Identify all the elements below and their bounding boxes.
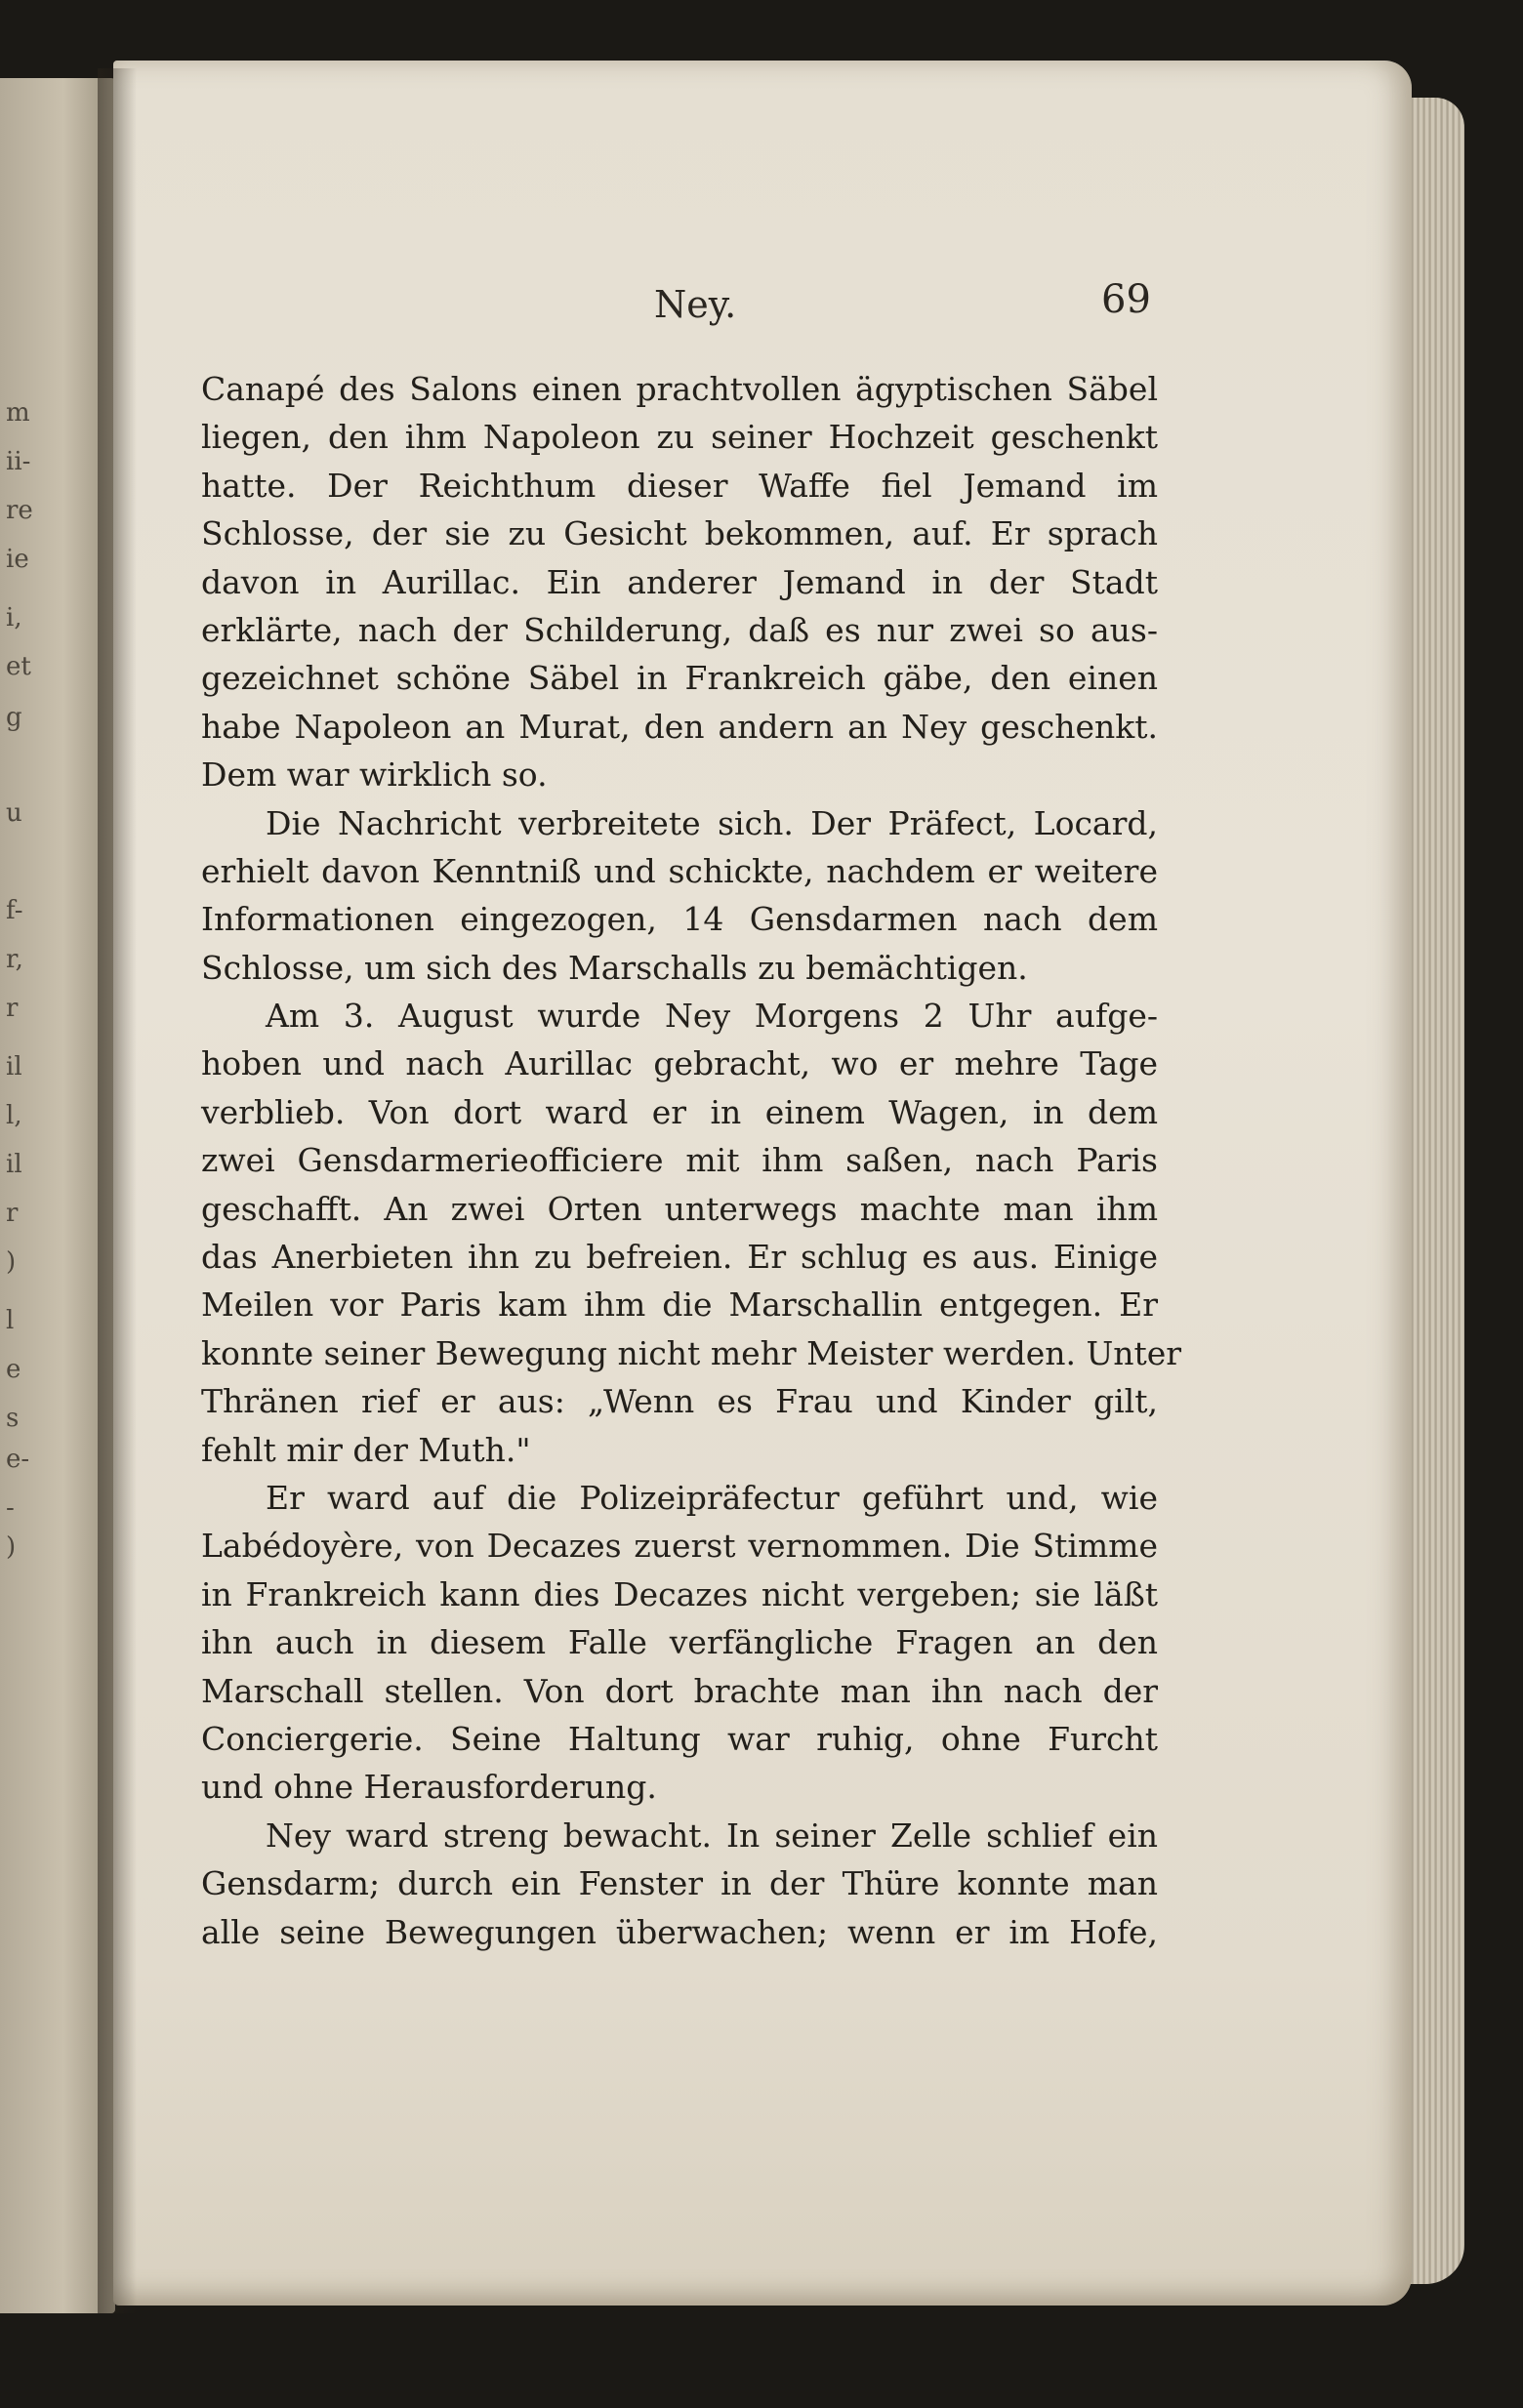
text-line: das Anerbieten ihn zu befreien. Er schlug es aus. Einige [201, 1238, 1158, 1277]
facing-page-fragment: re [6, 496, 33, 525]
facing-page-fragment: r [6, 994, 19, 1023]
facing-page-fragment: e- [6, 1445, 30, 1474]
text-line: Informationen eingezogen, 14 Gensdarmen nach dem [201, 900, 1158, 939]
facing-page-fragment: g [6, 703, 22, 732]
facing-page-fragment: il [6, 1150, 22, 1179]
text-line: hoben und nach Aurillac gebracht, wo er mehre Tage [201, 1044, 1158, 1083]
facing-page-fragment: r [6, 1199, 19, 1228]
text-line: erklärte, nach der Schilderung, daß es nur zwei so aus- [201, 610, 1158, 649]
text-line: Meilen vor Paris kam ihm die Marschallin entgegen. Er [201, 1286, 1158, 1325]
text-line: geschafft. An zwei Orten unterwegs machte man ihm [201, 1189, 1158, 1228]
text-line: Die Nachricht verbreitete sich. Der Präfect, Locard, [266, 803, 1158, 842]
text-line: Er ward auf die Polizeipräfectur geführt und, wie [266, 1478, 1158, 1517]
text-line: verblieb. Von dort ward er in einem Wagen, in dem [201, 1092, 1158, 1131]
text-line: davon in Aurillac. Ein anderer Jemand in der Stadt [201, 562, 1158, 601]
facing-page-fragment: ie [6, 545, 29, 574]
text-line: alle seine Bewegungen überwachen; wenn er im Hofe, [201, 1912, 1158, 1951]
text-line: liegen, den ihm Napoleon zu seiner Hochzeit geschenkt [201, 418, 1158, 457]
facing-page-fragment: m [6, 398, 30, 428]
facing-page-fragment: i, [6, 603, 22, 633]
text-line: gezeichnet schöne Säbel in Frankreich gäbe, den einen [201, 659, 1158, 698]
text-line: fehlt mir der Muth." [201, 1430, 531, 1469]
facing-page-fragment: et [6, 652, 31, 681]
facing-page-fragment: u [6, 798, 22, 828]
text-line: erhielt davon Kenntniß und schickte, nachdem er weitere [201, 851, 1158, 890]
text-line: Canapé des Salons einen prachtvollen ägyptischen Säbel [201, 370, 1158, 408]
text-line: Schlosse, um sich des Marschalls zu bemächtigen. [201, 948, 1028, 987]
text-line: in Frankreich kann dies Decazes nicht vergeben; sie läßt [201, 1574, 1158, 1613]
text-line: ihn auch in diesem Falle verfängliche Fragen an den [201, 1623, 1158, 1662]
gutter-shadow [98, 68, 137, 2313]
text-line: habe Napoleon an Murat, den andern an Ney geschenkt. [201, 707, 1158, 746]
text-line: Ney ward streng bewacht. In seiner Zelle schlief ein [266, 1816, 1158, 1855]
text-line: Schlosse, der sie zu Gesicht bekommen, auf. Er sprach [201, 514, 1158, 553]
facing-page-fragment: s [6, 1404, 20, 1433]
text-line: Marschall stellen. Von dort brachte man ihn nach der [201, 1671, 1158, 1710]
text-line: Conciergerie. Seine Haltung war ruhig, ohne Furcht [201, 1719, 1158, 1758]
text-line: Gensdarm; durch ein Fenster in der Thüre konnte man [201, 1864, 1158, 1903]
text-line: Dem war wirklich so. [201, 755, 548, 795]
text-line: zwei Gensdarmerieofficiere mit ihm saßen, nach Paris [201, 1141, 1158, 1180]
text-line: Labédoyère, von Decazes zuerst vernommen. Die Stimme [201, 1527, 1158, 1566]
facing-page-fragment: - [6, 1493, 15, 1523]
facing-page-fragment: ii- [6, 447, 31, 476]
facing-page-fragment: l [6, 1306, 15, 1335]
page-number: 69 [1101, 277, 1151, 322]
text-line: Thränen rief er aus: „Wenn es Frau und Kinder gilt, [201, 1382, 1158, 1421]
text-line: konnte seiner Bewegung nicht mehr Meister werden. Unter [201, 1333, 1182, 1372]
facing-page-fragment: ) [6, 1247, 17, 1277]
facing-page-fragment: ) [6, 1532, 17, 1562]
text-line: Am 3. August wurde Ney Morgens 2 Uhr aufge- [266, 997, 1158, 1036]
facing-page-fragment: il [6, 1052, 22, 1082]
facing-page-fragment: f- [6, 896, 23, 925]
facing-page-fragment: l, [6, 1101, 22, 1130]
running-head-title: Ney. [654, 283, 737, 326]
facing-page-fragment: r, [6, 945, 23, 974]
page-body-text [201, 365, 1182, 1956]
facing-page-fragment: e [6, 1355, 21, 1384]
text-line: und ohne Herausforderung. [201, 1768, 657, 1807]
text-line: hatte. Der Reichthum dieser Waffe fiel Jemand im [201, 466, 1158, 505]
